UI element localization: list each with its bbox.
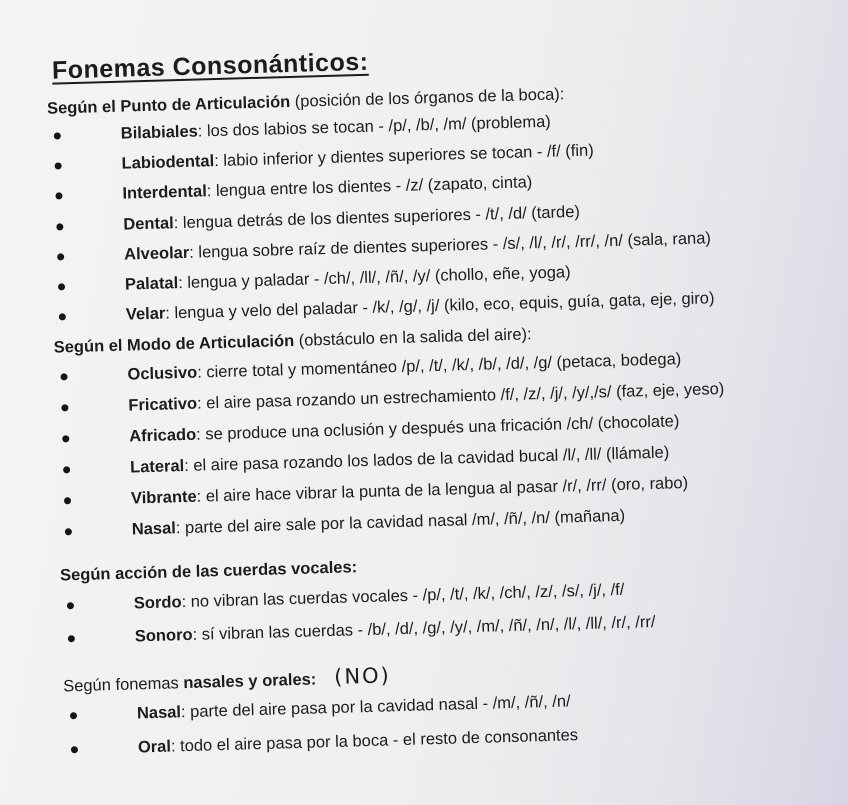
list-item-lateral bbox=[63, 443, 670, 479]
item-term: Sonoro bbox=[134, 625, 193, 646]
document-title: Fonemas Consonánticos: bbox=[51, 47, 369, 85]
item-term: Oral bbox=[137, 737, 172, 757]
item-description: : se produce una oclusión y después una fricación /ch/ (chocolate) bbox=[195, 412, 680, 444]
handwritten-note: (NO) bbox=[333, 663, 392, 689]
section-heading-bold: Según acción de las cuerdas vocales: bbox=[59, 558, 358, 585]
item-description: : el aire pasa rozando los lados de la cavidad bucal /l/, /ll/ (llámale) bbox=[183, 443, 670, 476]
bullet bbox=[58, 283, 65, 290]
list-item-vibrante bbox=[64, 474, 689, 510]
item-description: : los dos labios se tocan - /p/, /b/, /m/ (problema) bbox=[197, 112, 551, 141]
bullet bbox=[61, 404, 68, 411]
item-description: : lengua y velo del paladar - /k/, /g/, /j/ (kilo, eco, equis, guía, gata, eje, giro) bbox=[165, 289, 715, 323]
list-item-palatal bbox=[58, 263, 571, 296]
bullet bbox=[65, 528, 72, 535]
list-item-sonoro bbox=[68, 613, 656, 648]
bullet bbox=[67, 602, 74, 609]
section-heading-bold: Según el Modo de Articulación bbox=[53, 331, 295, 357]
bullet bbox=[68, 635, 75, 642]
section-heading-prefix: Según fonemas bbox=[62, 674, 184, 696]
section-heading-rest: (posición de los órganos de la boca): bbox=[289, 85, 565, 111]
bullet bbox=[57, 253, 64, 260]
item-description: : labio inferior y dientes superiores se tocan - /f/ (fin) bbox=[213, 141, 594, 171]
item-term: Bilabiales bbox=[120, 122, 199, 143]
item-description: : cierre total y momentáneo /p/, /t/, /k/, /b/, /d/, /g/ (petaca, bodega) bbox=[196, 350, 682, 382]
section-heading-nasales-orales bbox=[63, 663, 391, 696]
item-description: : lengua y paladar - /ch/, /ll/, /ñ/, /y/ (chollo, eñe, yoga) bbox=[177, 263, 571, 293]
bullet bbox=[55, 162, 62, 169]
item-description: : no vibran las cuerdas vocales - /p/, /t/, /k/, /ch/, /z/, /s/, /j/, /f/ bbox=[181, 580, 625, 612]
item-description: : parte del aire pasa por la cavidad nasal - /m/, /ñ/, /n/ bbox=[180, 692, 571, 722]
bullet bbox=[54, 132, 61, 139]
section-heading-modo bbox=[53, 325, 531, 357]
list-item-dental bbox=[56, 203, 580, 237]
item-term: Nasal bbox=[131, 519, 177, 539]
item-term: Fricativo bbox=[128, 394, 198, 415]
item-term: Oclusivo bbox=[127, 363, 198, 384]
list-item-nasal bbox=[70, 692, 571, 725]
item-description: : lengua entre los dientes - /z/ (zapato, cinta) bbox=[206, 173, 533, 201]
item-term: Labiodental bbox=[121, 152, 215, 173]
item-term: Velar bbox=[125, 304, 166, 324]
item-term: Sordo bbox=[133, 593, 182, 613]
bullet bbox=[56, 223, 63, 230]
list-item-africado bbox=[62, 412, 680, 448]
bullet bbox=[62, 435, 69, 442]
item-term: Alveolar bbox=[123, 243, 190, 264]
bullet bbox=[59, 313, 66, 320]
bullet bbox=[60, 373, 67, 380]
item-description: : todo el aire pasa por la boca - el resto de consonantes bbox=[170, 726, 579, 756]
item-term: Interdental bbox=[122, 182, 208, 203]
item-term: Nasal bbox=[136, 703, 182, 723]
list-item-sordo bbox=[67, 581, 625, 616]
list-item-fricativo bbox=[61, 380, 724, 418]
item-description: : el aire hace vibrar la punta de la lengua al pasar /r/, /rr/ (oro, rabo) bbox=[196, 473, 689, 506]
item-description: : lengua sobre raíz de dientes superiores - /s/, /l/, /r/, /rr/, /n/ (sala, rana) bbox=[189, 229, 712, 262]
list-item-velar bbox=[59, 289, 715, 326]
item-description: : el aire pasa rozando un estrechamiento /f/, /z/, /j/, /y/,/s/ (faz, eje, yeso) bbox=[196, 379, 725, 413]
list-item-nasal-modo bbox=[65, 507, 626, 542]
bullet bbox=[63, 466, 70, 473]
list-item-bilabiales bbox=[54, 113, 551, 146]
item-description: : lengua detrás de los dientes superiores - /t/, /d/ (tarde) bbox=[173, 202, 581, 233]
item-description: : sí vibran las cuerdas - /b/, /d/, /g/, /y/, /m/, /ñ/, /n/, /l/, /ll/, /r/, /rr/ bbox=[192, 612, 656, 644]
section-heading-cuerdas bbox=[60, 558, 358, 585]
bullet bbox=[71, 746, 78, 753]
item-term: Dental bbox=[123, 214, 174, 234]
bullet bbox=[64, 497, 71, 504]
list-item-labiodental bbox=[54, 141, 594, 175]
bullet bbox=[55, 192, 62, 199]
item-description: : parte del aire sale por la cavidad nasal /m/, /ñ/, /n/ (mañana) bbox=[175, 506, 626, 538]
section-heading-rest: (obstáculo en la salida del aire): bbox=[293, 325, 532, 350]
section-heading-bold: Según el Punto de Articulación bbox=[46, 92, 291, 118]
list-item-alveolar bbox=[57, 229, 711, 266]
bullet bbox=[70, 712, 77, 719]
section-heading-bold: nasales y orales: bbox=[183, 670, 317, 693]
item-term: Africado bbox=[128, 425, 197, 446]
item-term: Lateral bbox=[129, 457, 185, 477]
list-item-interdental bbox=[55, 173, 532, 205]
item-term: Vibrante bbox=[130, 487, 197, 508]
list-item-oral bbox=[71, 726, 579, 759]
item-term: Palatal bbox=[124, 274, 179, 294]
list-item-oclusivo bbox=[60, 350, 681, 386]
